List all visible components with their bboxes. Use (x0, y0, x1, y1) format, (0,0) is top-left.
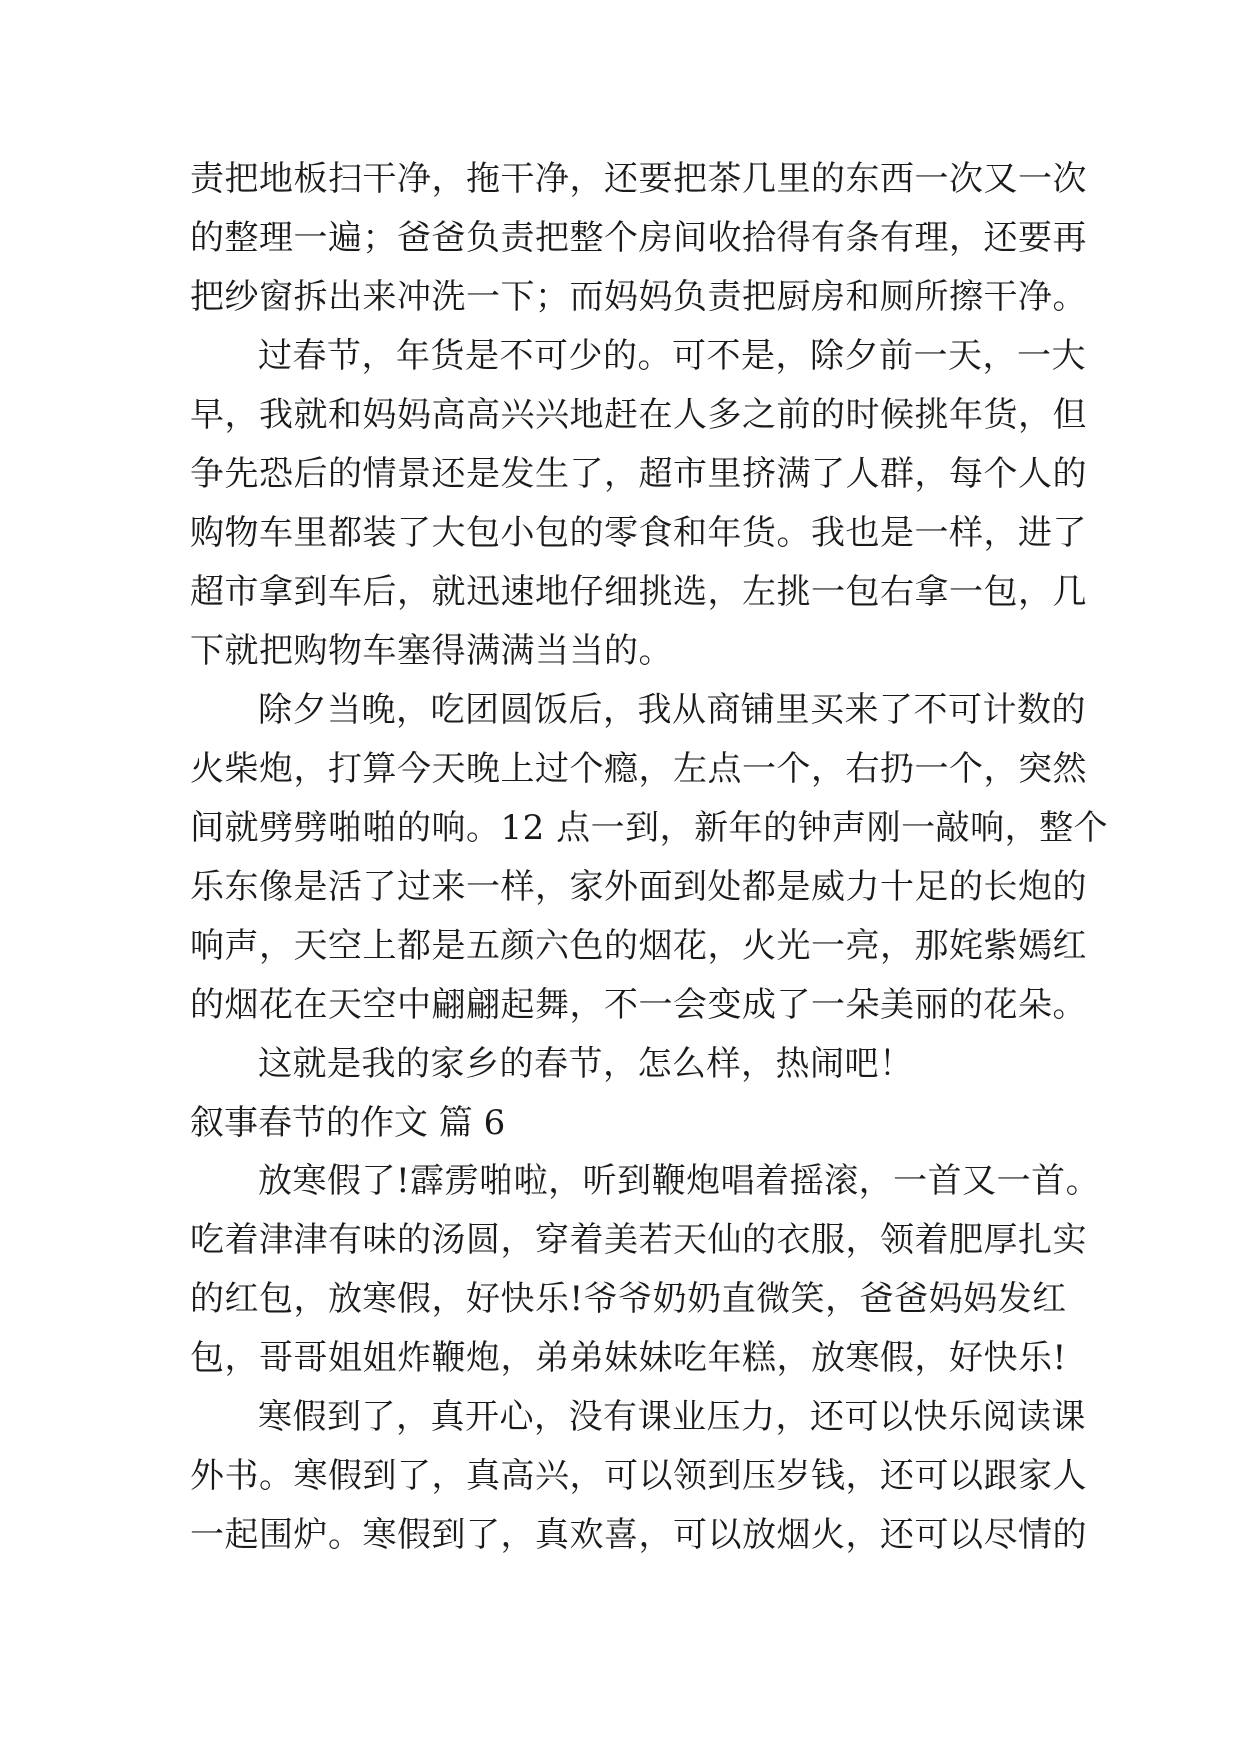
paragraph-winter-break (190, 1152, 1101, 1388)
text-line: 放寒假了!霹雳啪啦，听到鞭炮唱着摇滚，一首又一首。 (258, 1161, 1101, 1201)
text-line: 把纱窗拆出来冲洗一下；而妈妈负责把厨房和厕所擦干净。 (190, 277, 1087, 317)
text-line: 责把地板扫干净，拖干净，还要把茶几里的东西一次又一次 (190, 159, 1087, 199)
paragraph-new-year-eve (190, 681, 1109, 1035)
text-line: 下就把购物车塞得满满当当的。 (190, 631, 673, 671)
text-line: 一起围炉。寒假到了，真欢喜，可以放烟火，还可以尽情的 (190, 1515, 1087, 1555)
document-page (190, 150, 1109, 1565)
text-line: 除夕当晚，吃团圆饭后，我从商铺里买来了不可计数的 (258, 690, 1086, 730)
section-heading: 叙事春节的作文 篇 6 (190, 1103, 506, 1143)
text-line: 寒假到了，真开心，没有课业压力，还可以快乐阅读课 (258, 1397, 1086, 1437)
text-line: 间就劈劈啪啪的响。12 点一到，新年的钟声刚一敲响，整个 (190, 808, 1109, 848)
text-line: 响声，天空上都是五颜六色的烟花，火光一亮，那姹紫嫣红 (190, 926, 1087, 966)
text-line: 争先恐后的情景还是发生了，超市里挤满了人群，每个人的 (190, 454, 1087, 494)
text-line: 超市拿到车后，就迅速地仔细挑选，左挑一包右拿一包，几 (190, 572, 1087, 612)
text-line: 的整理一遍；爸爸负责把整个房间收拾得有条有理，还要再 (190, 218, 1087, 258)
text-line: 过春节，年货是不可少的。可不是，除夕前一天，一大 (258, 336, 1086, 376)
text-line: 包，哥哥姐姐炸鞭炮，弟弟妹妹吃年糕，放寒假，好快乐! (190, 1338, 1067, 1378)
text-line: 吃着津津有味的汤圆，穿着美若天仙的衣服，领着肥厚扎实 (190, 1220, 1087, 1260)
text-line: 早，我就和妈妈高高兴兴地赶在人多之前的时候挑年货，但 (190, 395, 1087, 435)
paragraph-new-year-goods (190, 327, 1087, 681)
text-line: 的红包，放寒假，好快乐!爷爷奶奶直微笑，爸爸妈妈发红 (190, 1279, 1067, 1319)
text-line: 的烟花在天空中翩翩起舞，不一会变成了一朵美丽的花朵。 (190, 985, 1087, 1025)
text-line: 火柴炮，打算今天晚上过个瘾，左点一个，右扔一个，突然 (190, 749, 1087, 789)
paragraph-conclusion (190, 1035, 1070, 1094)
paragraph-winter-break-joy (190, 1388, 1087, 1565)
text-line: 乐东像是活了过来一样，家外面到处都是威力十足的长炮的 (190, 867, 1087, 907)
paragraph-continued (190, 150, 1087, 327)
text-line: 这就是我的家乡的春节，怎么样，热闹吧！ (258, 1044, 914, 1084)
text-line: 购物车里都装了大包小包的零食和年货。我也是一样，进了 (190, 513, 1087, 553)
text-line: 外书。寒假到了，真高兴，可以领到压岁钱，还可以跟家人 (190, 1456, 1087, 1496)
